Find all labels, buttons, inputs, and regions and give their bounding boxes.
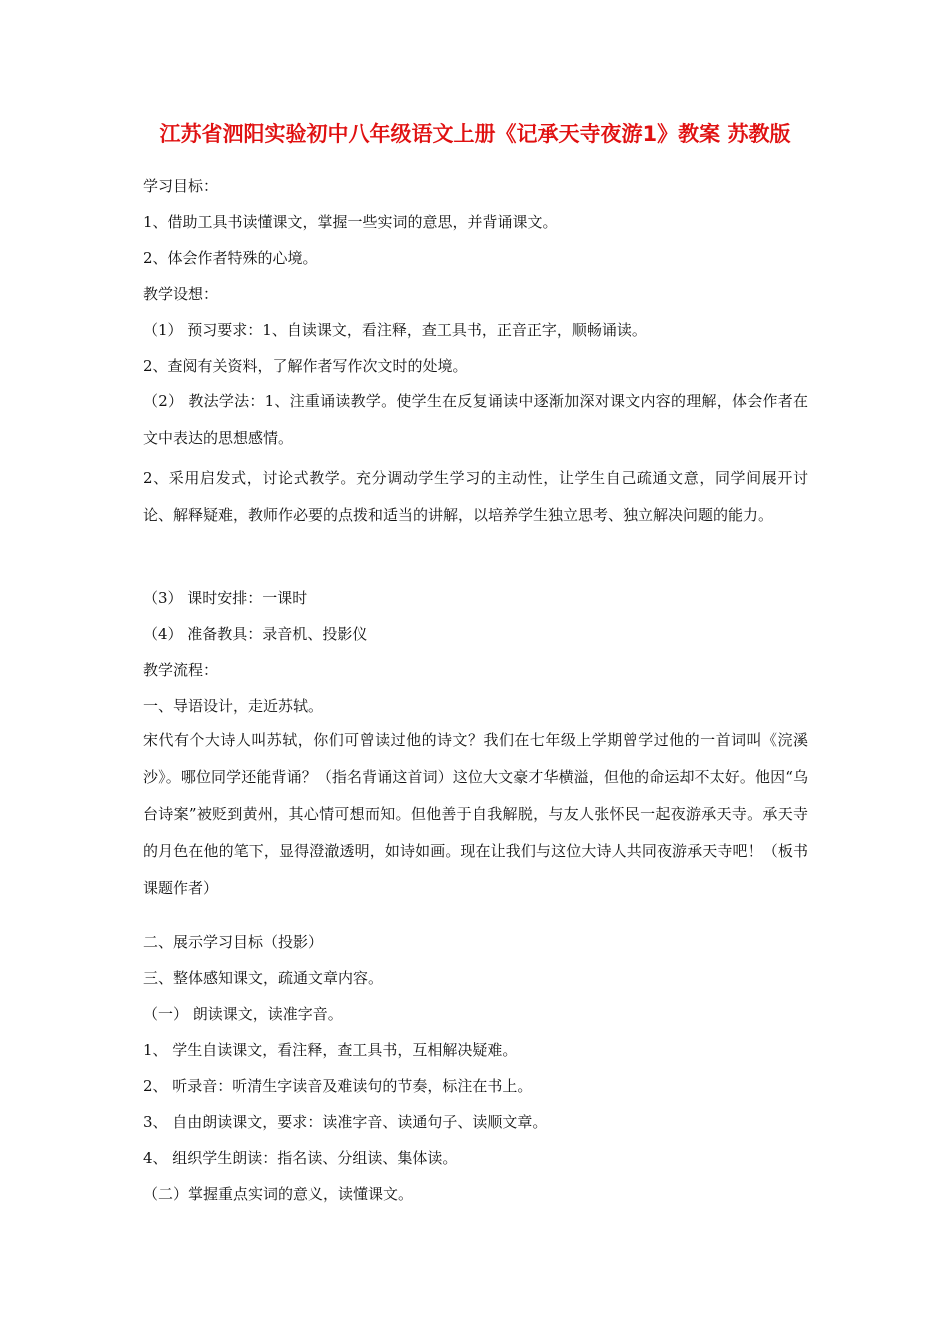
design-heading: 教学设想： (143, 285, 219, 303)
section-heading: 二、展示学习目标（投影） (143, 933, 324, 951)
subsection-heading: （二）掌握重点实词的意义，读懂课文。 (143, 1185, 414, 1203)
goals-heading: 学习目标： (143, 177, 219, 195)
list-item: 1、 学生自读课文，看注释，查工具书，互相解决疑难。 (143, 1041, 518, 1059)
design-paragraph: 2、采用启发式，讨论式教学。充分调动学生学习的主动性，让学生自己疏通文意，同学间展开讨论、解释疑难，教师作必要的点拨和适当的讲解，以培养学生独立思考、独立解决问题的能力。 (143, 469, 808, 524)
design-item: （3） 课时安排：一课时 (143, 589, 308, 607)
goal-item: 2、体会作者特殊的心境。 (143, 249, 318, 267)
design-paragraph: （2） 教法学法：1、注重诵读教学。使学生在反复诵读中逐渐加深对课文内容的理解，体会作者在文中表达的思想感情。 (143, 392, 808, 447)
subsection-heading: （一） 朗读课文，读准字音。 (143, 1005, 343, 1023)
document-title: 江苏省泗阳实验初中八年级语文上册《记承天寺夜游1》教案 苏教版 (159, 122, 791, 146)
design-item: （1） 预习要求：1、自读课文，看注释，查工具书，正音正字，顺畅诵读。 (143, 321, 647, 339)
goal-item: 1、借助工具书读懂课文，掌握一些实词的意思，并背诵课文。 (143, 213, 558, 231)
process-heading: 教学流程： (143, 661, 219, 679)
section-heading: 一、导语设计，走近苏轼。 (143, 697, 324, 715)
section-heading: 三、整体感知课文，疏通文章内容。 (143, 969, 384, 987)
design-item: （4） 准备教具：录音机、投影仪 (143, 625, 368, 643)
design-item: 2、查阅有关资料，了解作者写作次文时的处境。 (143, 357, 468, 375)
list-item: 2、 听录音：听清生字读音及难读句的节奏，标注在书上。 (143, 1077, 533, 1095)
list-item: 4、 组织学生朗读：指名读、分组读、集体读。 (143, 1149, 458, 1167)
list-item: 3、 自由朗读课文，要求：读准字音、读通句子、读顺文章。 (143, 1113, 548, 1131)
intro-paragraph: 宋代有个大诗人叫苏轼，你们可曾读过他的诗文？我们在七年级上学期曾学过他的一首词叫《浣溪沙》。哪位同学还能背诵？（指名背诵这首词）这位大文豪才华横溢，但他的命运却不太好。他因“乌台诗案”被贬到黄州，其心情可想而知。但他善于自我解脱，与友人张怀民一起夜游承天寺。承天寺的月色在他的笔下，显得澄澈透明，如诗如画。现在让我们与这位大诗人共同夜游承天寺吧！（板书课题作者） (143, 731, 808, 897)
